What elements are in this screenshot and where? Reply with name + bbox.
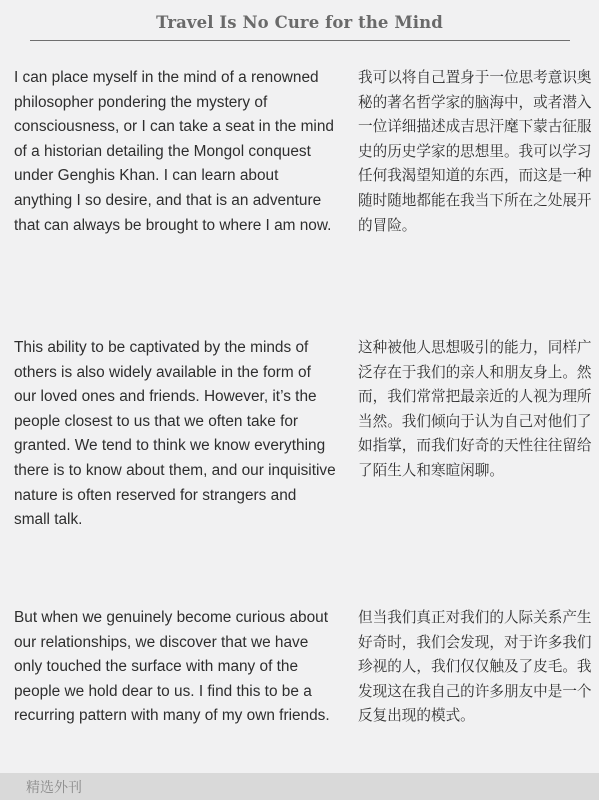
- english-paragraph-2: This ability to be captivated by the minds of others is also widely available in the form of our loved ones and friends. However, it’s the people closest to us that we often take for granted. We tend to think we know everything there is to know about them, and our inquisitive nature is often reserved for strangers and small talk.: [14, 339, 336, 529]
- chinese-paragraph-3: 但当我们真正对我们的人际关系产生好奇时，我们会发现，对于许多我们珍视的人，我们仅仅触及了皮毛。我发现这在我自己的许多朋友中是一个反复出现的模式。: [358, 609, 592, 725]
- page-title: Travel Is No Cure for the Mind: [156, 13, 443, 32]
- chinese-paragraph-2: 这种被他人思想吸引的能力，同样广泛存在于我们的亲人和朋友身上。然而，我们常常把最亲近的人视为理所当然。我们倾向于认为自己对他们了如指掌，而我们好奇的天性往往留给了陌生人和寒暄闲聊。: [358, 339, 592, 479]
- english-paragraph-1: I can place myself in the mind of a renowned philosopher pondering the mystery of consciousness, or I can take a seat in the mind of a historian detailing the Mongol conquest under Genghis Khan. I can learn about anything I so desire, and that is an adventure that can always be brought to where I am now.: [14, 69, 334, 234]
- footer-bar: [0, 773, 599, 800]
- chinese-paragraph-1: 我可以将自己置身于一位思考意识奥秘的著名哲学家的脑海中，或者潜入一位详细描述成吉思汗麾下蒙古征服史的历史学家的思想里。我可以学习任何我渴望知道的东西，而这是一种随时随地都能在我当下所在之处展开的冒险。: [358, 69, 592, 234]
- footer-label: 精选外刊: [26, 780, 82, 796]
- title-divider: [30, 40, 570, 41]
- english-paragraph-3: But when we genuinely become curious about our relationships, we discover that we have only touched the surface with many of the people we hold dear to us. I find this to be a recurring pattern with many of my own friends.: [14, 609, 330, 725]
